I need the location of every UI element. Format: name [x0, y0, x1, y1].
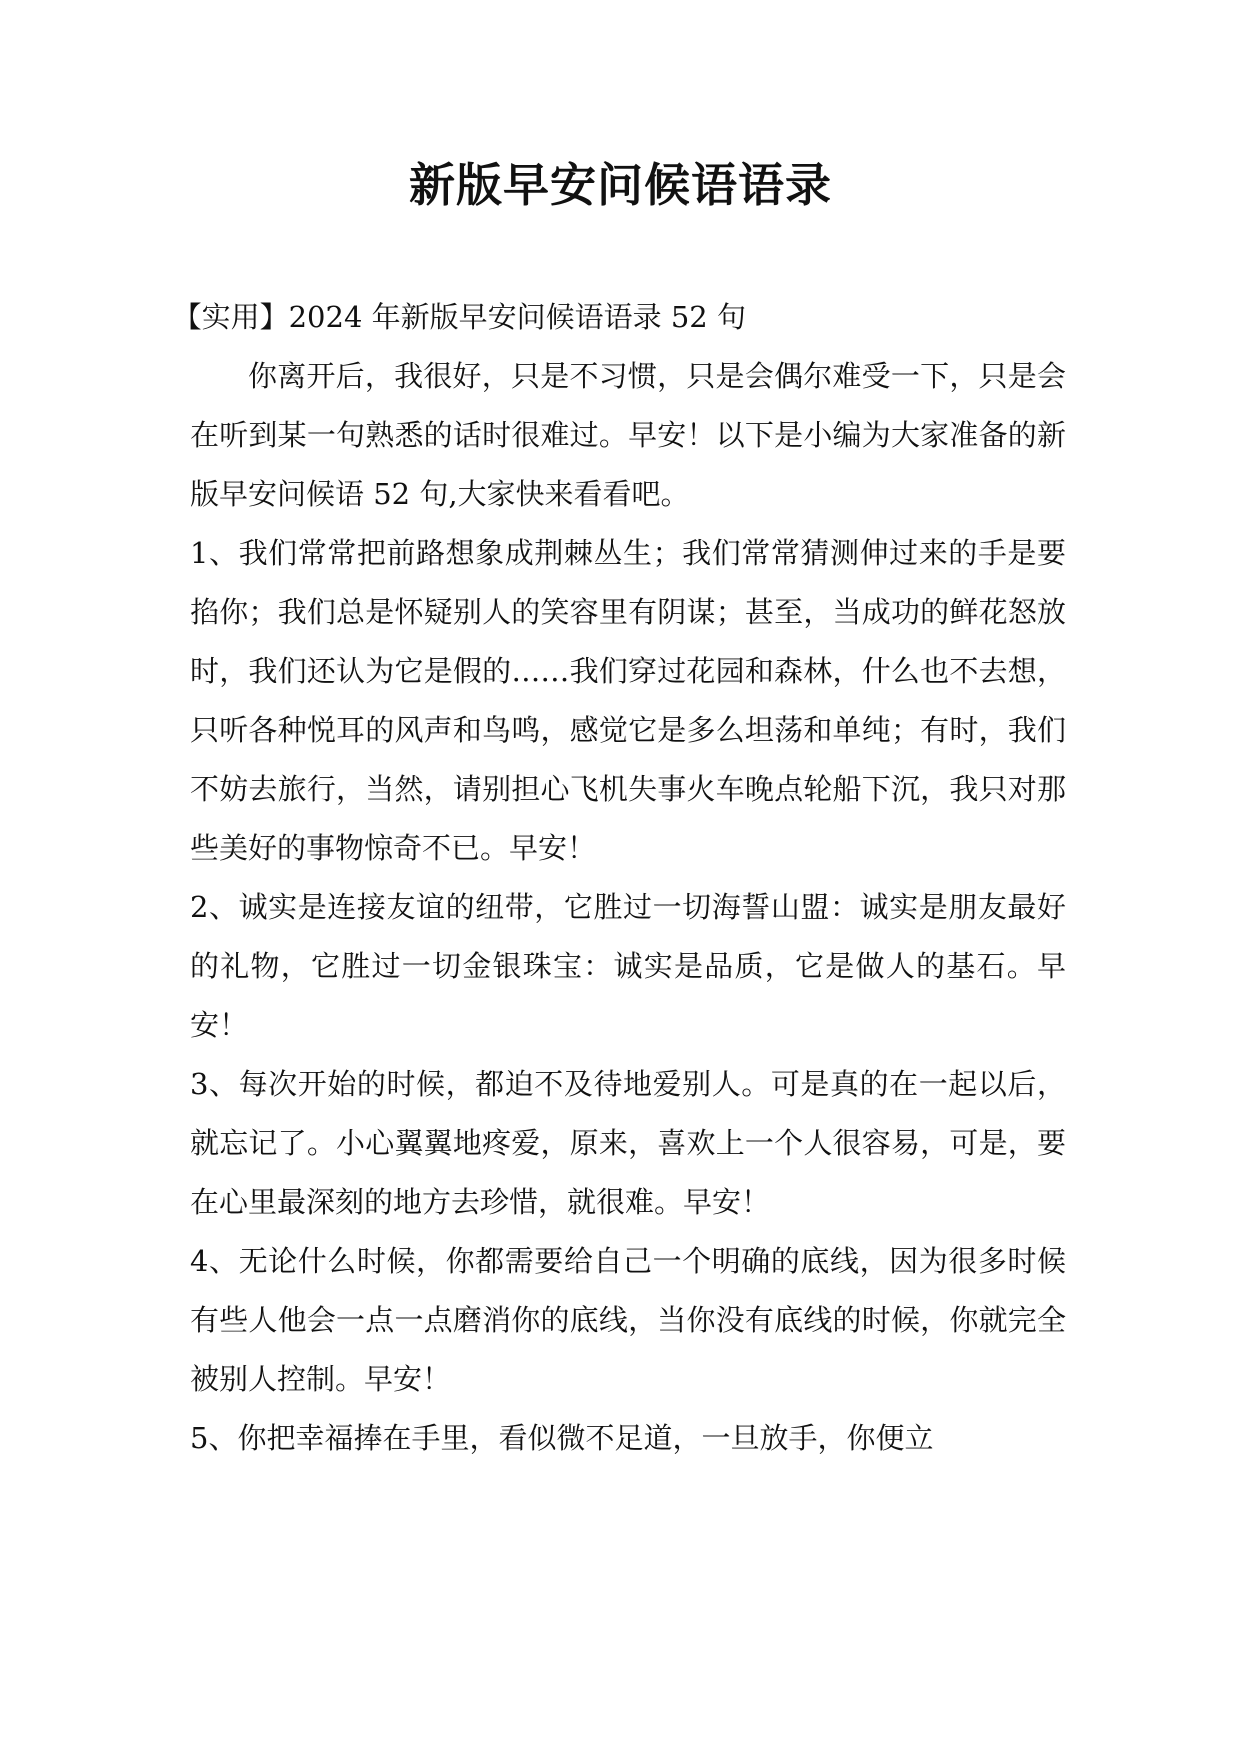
intro-paragraph: 你离开后，我很好，只是不习惯，只是会偶尔难受一下，只是会在听到某一句熟悉的话时很难过。早安！以下是小编为大家准备的新版早安问候语 52 句,大家快来看看吧。: [190, 359, 1066, 511]
list-item: 3、每次开始的时候，都迫不及待地爱别人。可是真的在一起以后，就忘记了。小心翼翼地疼爱，原来，喜欢上一个人很容易，可是，要在心里最深刻的地方去珍惜，就很难。早安！: [190, 1067, 1066, 1219]
list-item: 5、你把幸福捧在手里，看似微不足道，一旦放手，你便立: [190, 1421, 934, 1455]
list-item: 4、无论什么时候，你都需要给自己一个明确的底线，因为很多时候有些人他会一点一点磨消你的底线，当你没有底线的时候，你就完全被别人控制。早安！: [190, 1244, 1066, 1396]
list-item: 2、诚实是连接友谊的纽带，它胜过一切海誓山盟：诚实是朋友最好的礼物，它胜过一切金银珠宝：诚实是品质，它是做人的基石。早安！: [190, 890, 1066, 1042]
document-title: 新版早安问候语语录: [409, 158, 832, 212]
list-item: 1、我们常常把前路想象成荆棘丛生；我们常常猜测伸过来的手是要掐你；我们总是怀疑别人的笑容里有阴谋；甚至，当成功的鲜花怒放时，我们还认为它是假的……我们穿过花园和森林，什么也不去想，只听各种悦耳的风声和鸟鸣，感觉它是多么坦荡和单纯；有时，我们不妨去旅行，当然，请别担心飞机失事火车晚点轮船下沉，我只对那些美好的事物惊奇不已。早安！: [190, 536, 1066, 865]
document-subheading: 【实用】2024 年新版早安问候语语录 52 句: [172, 300, 746, 334]
document-body: [172, 288, 1066, 1468]
